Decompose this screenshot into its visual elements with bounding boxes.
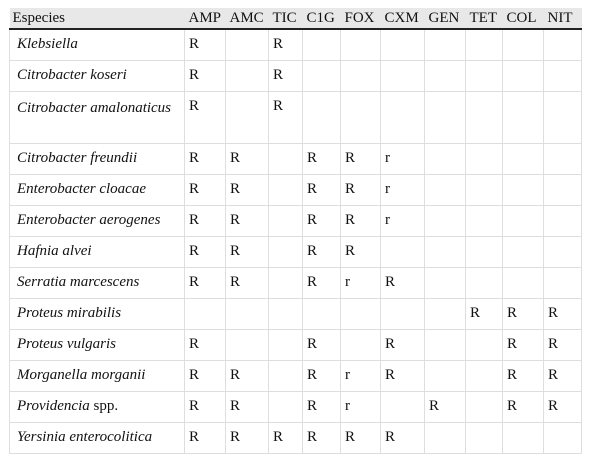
resistance-cell-col [503,174,544,205]
column-header-amp: AMP [185,8,226,29]
resistance-cell-amp: R [185,174,226,205]
resistance-cell-nit [544,422,582,453]
species-cell [10,236,185,267]
resistance-cell-c1g [303,91,341,143]
resistance-cell-col [503,60,544,91]
resistance-cell-gen [425,143,466,174]
species-suffix: spp. [89,398,119,414]
resistance-cell-amc: R [226,360,269,391]
resistance-cell-c1g: R [303,422,341,453]
resistance-cell-c1g: R [303,205,341,236]
resistance-cell-tet [466,360,503,391]
resistance-cell-tet [466,60,503,91]
resistance-cell-tet [466,422,503,453]
resistance-cell-amp: R [185,236,226,267]
resistance-cell-gen [425,422,466,453]
resistance-cell-nit [544,91,582,143]
species-cell [10,174,185,205]
resistance-cell-c1g: R [303,391,341,422]
resistance-cell-col [503,29,544,60]
resistance-cell-c1g: R [303,143,341,174]
resistance-cell-tic [269,267,303,298]
resistance-cell-nit [544,143,582,174]
resistance-cell-tet [466,391,503,422]
resistance-cell-fox [341,298,381,329]
resistance-cell-c1g: R [303,360,341,391]
resistance-cell-amp: R [185,329,226,360]
resistance-cell-c1g [303,29,341,60]
resistance-cell-nit [544,174,582,205]
resistance-cell-nit [544,205,582,236]
resistance-cell-col [503,422,544,453]
resistance-cell-tic: R [269,422,303,453]
species-name: Providencia [17,398,90,414]
resistance-cell-cxm [381,91,425,143]
resistance-cell-tic [269,298,303,329]
resistance-cell-tic [269,391,303,422]
resistance-cell-tet [466,205,503,236]
species-cell [10,29,185,60]
resistance-cell-cxm: r [381,205,425,236]
resistance-cell-tic: R [269,60,303,91]
resistance-cell-nit: R [544,329,582,360]
species-name: Proteus mirabilis [17,305,122,321]
resistance-cell-fox: r [341,391,381,422]
resistance-cell-tet [466,91,503,143]
resistance-cell-nit [544,236,582,267]
resistance-cell-gen [425,360,466,391]
resistance-cell-gen [425,267,466,298]
species-cell [10,422,185,453]
resistance-cell-col: R [503,391,544,422]
species-name: Citrobacter freundii [17,150,138,166]
resistance-cell-fox: R [341,143,381,174]
resistance-cell-cxm [381,391,425,422]
resistance-cell-amc [226,91,269,143]
table-row [10,391,582,422]
resistance-cell-nit: R [544,360,582,391]
resistance-cell-col [503,91,544,143]
resistance-cell-amc [226,329,269,360]
resistance-cell-gen [425,205,466,236]
resistance-cell-tet [466,267,503,298]
resistance-cell-fox: r [341,267,381,298]
species-cell [10,91,185,143]
resistance-cell-tic [269,205,303,236]
species-cell [10,60,185,91]
resistance-cell-c1g: R [303,236,341,267]
resistance-cell-col: R [503,360,544,391]
resistance-cell-fox: R [341,422,381,453]
resistance-table-container [9,8,581,454]
table-row [10,174,582,205]
table-row [10,91,582,143]
resistance-cell-gen [425,236,466,267]
resistance-cell-cxm: R [381,360,425,391]
resistance-cell-tic [269,143,303,174]
resistance-cell-nit [544,29,582,60]
species-name: Proteus vulgaris [17,336,117,352]
resistance-cell-c1g: R [303,329,341,360]
resistance-cell-cxm: R [381,422,425,453]
resistance-cell-amp: R [185,422,226,453]
resistance-cell-cxm: R [381,267,425,298]
resistance-cell-amp: R [185,267,226,298]
resistance-cell-fox [341,329,381,360]
resistance-cell-gen [425,174,466,205]
resistance-cell-col [503,143,544,174]
resistance-cell-tic: R [269,29,303,60]
column-header-species: Especies [10,8,185,29]
resistance-cell-tet [466,143,503,174]
species-cell [10,329,185,360]
resistance-cell-gen [425,91,466,143]
resistance-cell-tic [269,174,303,205]
resistance-cell-cxm [381,29,425,60]
column-header-tic: TIC [269,8,303,29]
resistance-cell-cxm [381,236,425,267]
species-cell [10,143,185,174]
resistance-cell-amc [226,298,269,329]
table-row [10,360,582,391]
resistance-cell-amc: R [226,174,269,205]
species-name: Yersinia enterocolitica [17,429,153,445]
resistance-cell-tet [466,236,503,267]
resistance-cell-gen [425,60,466,91]
resistance-cell-tic: R [269,91,303,143]
resistance-cell-amc: R [226,205,269,236]
column-header-nit: NIT [544,8,582,29]
table-row [10,205,582,236]
resistance-cell-nit [544,267,582,298]
resistance-cell-gen [425,298,466,329]
species-cell [10,267,185,298]
column-header-gen: GEN [425,8,466,29]
table-row [10,143,582,174]
resistance-cell-amc: R [226,236,269,267]
resistance-cell-amp: R [185,60,226,91]
resistance-cell-amc: R [226,143,269,174]
resistance-cell-col [503,267,544,298]
resistance-cell-nit: R [544,298,582,329]
resistance-cell-tet [466,174,503,205]
resistance-cell-tic [269,236,303,267]
species-cell [10,391,185,422]
resistance-cell-amp: R [185,205,226,236]
resistance-cell-c1g [303,298,341,329]
resistance-cell-fox: R [341,174,381,205]
header-row [10,8,582,29]
table-row [10,329,582,360]
resistance-cell-amp [185,298,226,329]
resistance-cell-amc: R [226,422,269,453]
species-name: Serratia marcescens [17,274,140,290]
resistance-cell-cxm: r [381,143,425,174]
resistance-cell-col [503,236,544,267]
resistance-cell-fox [341,60,381,91]
table-row [10,267,582,298]
resistance-cell-nit: R [544,391,582,422]
table-body [10,29,582,453]
resistance-cell-nit [544,60,582,91]
species-cell [10,360,185,391]
table-row [10,29,582,60]
resistance-cell-amp: R [185,360,226,391]
column-header-cxm: CXM [381,8,425,29]
resistance-cell-tet [466,329,503,360]
column-header-tet: TET [466,8,503,29]
resistance-cell-c1g [303,60,341,91]
resistance-cell-cxm: r [381,174,425,205]
resistance-cell-cxm: R [381,329,425,360]
resistance-cell-fox: R [341,205,381,236]
resistance-cell-cxm [381,60,425,91]
species-cell [10,205,185,236]
species-name: Hafnia alvei [17,243,92,259]
resistance-cell-amp: R [185,91,226,143]
resistance-cell-gen: R [425,391,466,422]
column-header-c1g: C1G [303,8,341,29]
resistance-cell-amc: R [226,267,269,298]
resistance-cell-fox: R [341,236,381,267]
resistance-cell-c1g: R [303,267,341,298]
resistance-cell-tet [466,29,503,60]
species-name: Enterobacter aerogenes [17,212,161,228]
resistance-cell-col: R [503,298,544,329]
resistance-cell-amp: R [185,29,226,60]
species-name: Citrobacter amalonaticus [17,99,172,116]
table-row [10,236,582,267]
resistance-cell-amp: R [185,143,226,174]
resistance-cell-gen [425,29,466,60]
resistance-cell-amc [226,60,269,91]
resistance-cell-amc: R [226,391,269,422]
species-name: Klebsiella [17,36,78,53]
column-header-fox: FOX [341,8,381,29]
resistance-cell-c1g: R [303,174,341,205]
column-header-amc: AMC [226,8,269,29]
resistance-cell-tic [269,329,303,360]
column-header-col: COL [503,8,544,29]
table-row [10,298,582,329]
resistance-cell-tet: R [466,298,503,329]
resistance-cell-fox: r [341,360,381,391]
table-row [10,60,582,91]
resistance-cell-gen [425,329,466,360]
table-row [10,422,582,453]
resistance-cell-amp: R [185,391,226,422]
species-name: Morganella morganii [17,367,146,383]
resistance-cell-cxm [381,298,425,329]
resistance-cell-fox [341,29,381,60]
species-name: Enterobacter cloacae [17,181,146,197]
resistance-cell-fox [341,91,381,143]
species-name: Citrobacter koseri [17,67,127,83]
resistance-table [9,8,582,454]
resistance-cell-amc [226,29,269,60]
species-cell [10,298,185,329]
resistance-cell-tic [269,360,303,391]
resistance-cell-col: R [503,329,544,360]
resistance-cell-col [503,205,544,236]
